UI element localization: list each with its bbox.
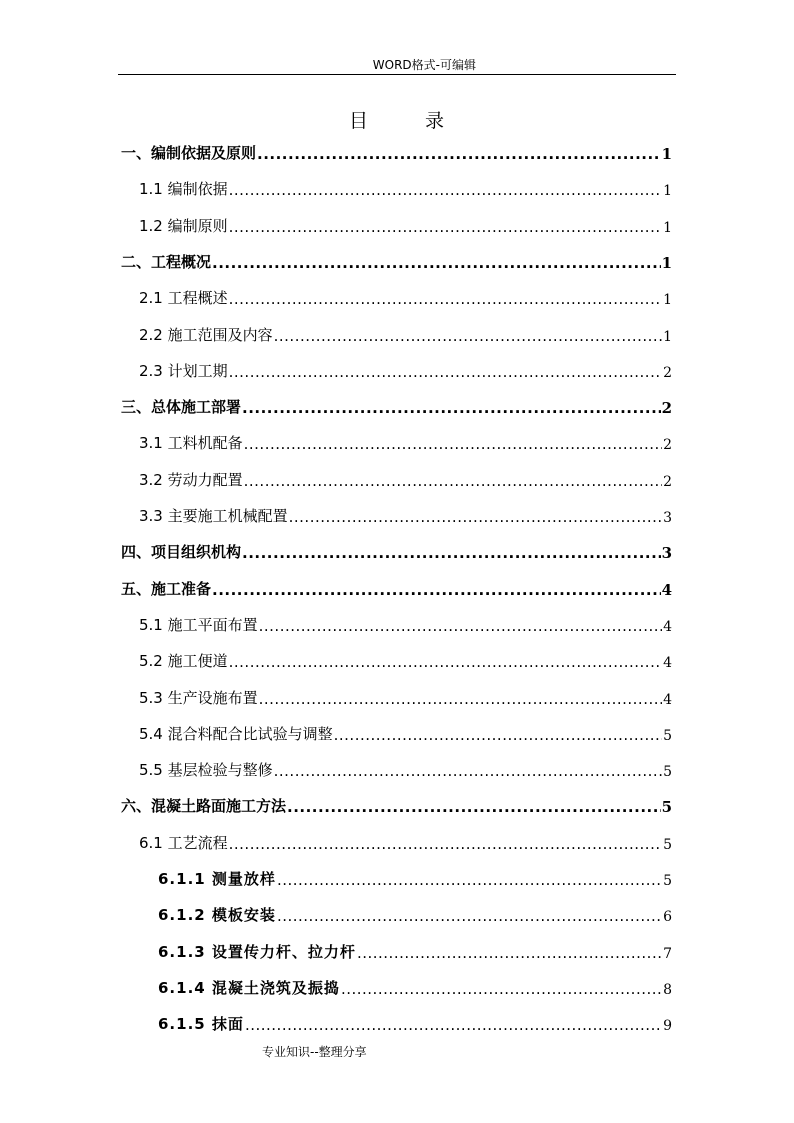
toc-title-left: 目 <box>348 110 369 132</box>
toc-entry-page: 2 <box>663 437 672 454</box>
toc-entry-page: 1 <box>663 328 672 345</box>
toc-leader-dots <box>277 907 662 925</box>
toc-entry[interactable] <box>139 504 672 526</box>
toc-title <box>0 106 794 133</box>
toc-entry-page: 2 <box>663 364 672 381</box>
toc-entry-label: 5.5 基层检验与整修 <box>139 761 273 780</box>
toc-entry-page: 4 <box>663 618 672 635</box>
toc-entry[interactable] <box>121 250 672 272</box>
toc-entry-page: 5 <box>663 836 672 853</box>
page-footer: 专业知识--整理分享 <box>262 1045 367 1059</box>
toc-entry[interactable] <box>158 867 672 889</box>
toc-entry-page: 5 <box>663 764 672 781</box>
toc-leader-dots <box>259 690 662 708</box>
toc-entry[interactable] <box>139 431 672 453</box>
toc-leader-dots <box>229 653 662 671</box>
toc-entry[interactable] <box>158 903 672 925</box>
toc-leader-dots <box>259 617 662 635</box>
toc-leader-dots <box>229 218 662 236</box>
toc-entry-page: 2 <box>661 399 672 418</box>
toc-leader-dots <box>242 544 661 562</box>
toc-entry[interactable] <box>139 649 672 671</box>
toc-entry[interactable] <box>158 1012 672 1034</box>
toc-entry-page: 3 <box>663 510 672 526</box>
toc-entry-label: 一、编制依据及原则 <box>121 144 257 162</box>
toc-entry-page: 1 <box>663 183 672 200</box>
toc-entry-label: 6.1.1 测量放样 <box>158 870 276 888</box>
toc-entry[interactable] <box>158 976 672 998</box>
toc-entry-page: 5 <box>661 798 672 817</box>
toc-entry-label: 3.2 劳动力配置 <box>139 470 243 489</box>
header-rule <box>118 74 676 75</box>
toc-entry-label: 6.1.4 混凝土浇筑及振捣 <box>158 978 340 997</box>
toc-entry-label: 1.2 编制原则 <box>139 216 228 235</box>
toc-entry-label: 六、混凝土路面施工方法 <box>121 797 287 816</box>
toc-leader-dots <box>229 290 662 308</box>
toc-entry[interactable] <box>139 758 672 780</box>
toc-entry-page: 8 <box>663 981 672 998</box>
toc-entry[interactable] <box>139 323 672 345</box>
toc-entry-page: 1 <box>663 292 672 309</box>
toc-entry-page: 5 <box>663 873 672 889</box>
toc-leader-dots <box>212 254 661 272</box>
toc-entry-label: 2.2 施工范围及内容 <box>139 325 273 344</box>
toc-entry[interactable] <box>121 540 672 562</box>
toc-entry[interactable] <box>139 686 672 708</box>
toc-leader-dots <box>289 508 662 526</box>
toc-entry-label: 2.3 计划工期 <box>139 361 228 380</box>
toc-entry-page: 1 <box>663 219 672 236</box>
toc-entry-label: 5.1 施工平面布置 <box>139 615 258 634</box>
toc-entry-page: 4 <box>663 691 672 708</box>
toc-entry[interactable] <box>121 794 672 816</box>
toc-entry-label: 6.1.5 抹面 <box>158 1015 244 1034</box>
toc-leader-dots <box>257 145 661 163</box>
toc-leader-dots <box>242 399 661 417</box>
toc-entry-page: 7 <box>663 945 672 962</box>
toc-entry[interactable] <box>139 214 672 236</box>
toc-entry-label: 6.1.3 设置传力杆、拉力杆 <box>158 942 356 961</box>
toc-entry[interactable] <box>139 831 672 853</box>
toc-leader-dots <box>244 472 662 490</box>
toc-title-right: 录 <box>425 110 446 132</box>
toc-leader-dots <box>212 581 661 599</box>
toc-entry-label: 6.1 工艺流程 <box>139 833 228 852</box>
toc-entry-label: 5.4 混合料配合比试验与调整 <box>139 724 333 743</box>
toc-entry[interactable] <box>139 177 672 199</box>
toc-entry-label: 5.3 生产设施布置 <box>139 688 258 707</box>
toc-entry-page: 4 <box>663 655 672 672</box>
toc-entry-label: 四、项目组织机构 <box>121 543 242 562</box>
toc-entry[interactable] <box>139 468 672 490</box>
toc-entry-label: 1.1 编制依据 <box>139 180 228 199</box>
toc-entry-page: 1 <box>661 145 672 163</box>
toc-entry[interactable] <box>139 359 672 381</box>
toc-entry-page: 9 <box>663 1018 672 1035</box>
toc-leader-dots <box>274 762 662 780</box>
toc-leader-dots <box>334 726 662 744</box>
toc-entry-page: 5 <box>663 727 672 744</box>
toc-entry-page: 1 <box>661 253 672 272</box>
toc-entry-label: 二、工程概况 <box>121 252 212 271</box>
toc-entry[interactable] <box>121 577 672 599</box>
toc-entry[interactable] <box>121 141 672 163</box>
toc-leader-dots <box>287 798 661 816</box>
toc-entry-label: 5.2 施工便道 <box>139 652 228 671</box>
toc-leader-dots <box>277 871 662 889</box>
toc-leader-dots <box>357 944 662 962</box>
toc-entry[interactable] <box>139 613 672 635</box>
toc-entry-label: 6.1.2 模板安装 <box>158 906 276 925</box>
toc-entry[interactable] <box>158 940 672 962</box>
toc-leader-dots <box>229 363 662 381</box>
toc-leader-dots <box>341 980 662 998</box>
toc-entry-page: 4 <box>661 580 672 599</box>
header-text: WORD格式-可编辑 <box>372 58 476 72</box>
toc-leader-dots <box>245 1016 662 1034</box>
toc-entry[interactable] <box>139 286 672 308</box>
toc-leader-dots <box>229 181 662 199</box>
toc-entry-page: 2 <box>663 473 672 490</box>
toc-entry-page: 3 <box>661 544 672 563</box>
toc-entry[interactable] <box>121 395 672 417</box>
toc-entry-label: 3.1 工料机配备 <box>139 434 243 453</box>
toc-entry-page: 6 <box>663 909 672 926</box>
toc-entry[interactable] <box>139 722 672 744</box>
toc-entry-label: 五、施工准备 <box>121 579 212 598</box>
toc-leader-dots <box>244 435 662 453</box>
toc-leader-dots <box>274 327 662 345</box>
toc-entry-label: 三、总体施工部署 <box>121 398 242 417</box>
toc-leader-dots <box>229 835 662 853</box>
toc-entry-label: 2.1 工程概述 <box>139 289 228 308</box>
toc-entry-label: 3.3 主要施工机械配置 <box>139 507 288 525</box>
